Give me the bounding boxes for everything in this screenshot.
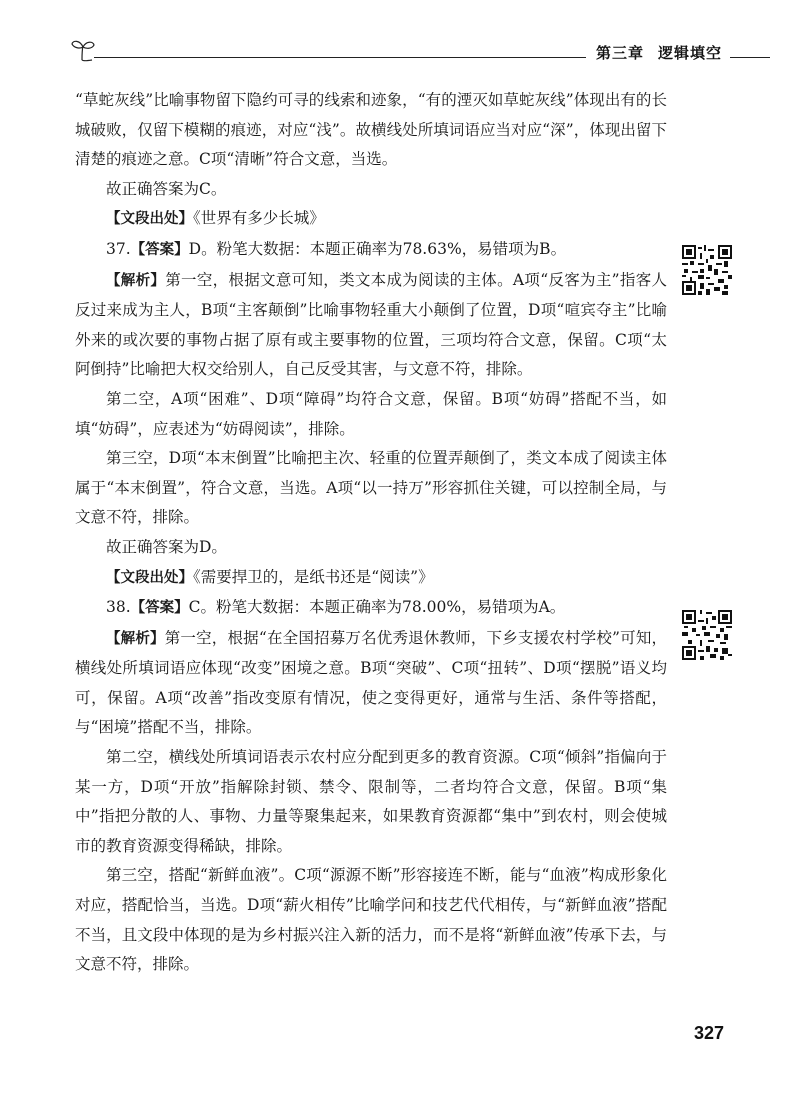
paragraph: 38.【答案】C。粉笔大数据：本题正确率为78.00%，易错项为A。 xyxy=(106,598,566,617)
paragraph: 故正确答案为C。 xyxy=(106,179,227,198)
chapter-number: 第三章 xyxy=(595,44,644,62)
qr-code-icon[interactable] xyxy=(682,245,732,295)
page-header xyxy=(70,32,770,72)
paragraph: 【文段出处】《世界有多少长城》 xyxy=(106,209,325,228)
paragraph: 故正确答案为D。 xyxy=(106,537,227,556)
question-number: 38. xyxy=(106,598,131,617)
explanation-body xyxy=(75,86,667,980)
chapter-title xyxy=(586,42,730,63)
paragraph: 第三空，搭配“新鲜血液”。C项“源源不断”形容接连不断，能与“血液”构成形象化对应，搭配恰当，当选。D项“薪火相传”比喻学问和技艺代代相传，与“新鲜血液”搭配不当，且文段中体现的是为乡村振兴注入新的活力，而不是将“新鲜血液”传承下去，与文意不符，排除。 xyxy=(75,866,667,974)
paragraph: 【文段出处】《需要捍卫的，是纸书还是“阅读”》 xyxy=(106,567,434,586)
page-number: 327 xyxy=(693,1023,724,1043)
analysis-tag: 【解析】 xyxy=(106,272,166,289)
answer-tag: 【答案】 xyxy=(130,600,189,617)
sprout-icon xyxy=(70,38,96,62)
section-name: 逻辑填空 xyxy=(657,44,722,62)
paragraph: 【解析】第一空，根据“在全国招募万名优秀退休教师，下乡支援农村学校”可知，横线处所填词语应体现“改变”困境之意。B项“突破”、C项“扭转”、D项“摆脱”语义均可，保留。A项“改善”指改变原有情况，使之变得更好，通常与生活、条件等搭配，与“困境”搭配不当，排除。 xyxy=(75,628,668,737)
source-tag: 【文段出处】 xyxy=(106,211,193,228)
qr-code-icon[interactable] xyxy=(682,610,732,660)
answer-tag: 【答案】 xyxy=(130,241,189,258)
analysis-tag: 【解析】 xyxy=(106,630,165,647)
paragraph: 【解析】第一空，根据文意可知，类文本成为阅读的主体。A项“反客为主”指客人反过来成为主人，B项“主客颠倒”比喻事物轻重大小颠倒了位置，D项“喧宾夺主”比喻外来的或次要的事物占据了原有或主要事物的位置，三项均符合文意，保留。C项“太阿倒持”比喻把大权交给别人，自己反受其害，与文意不符，排除。 xyxy=(75,270,667,379)
paragraph: 第二空，A项“困难”、D项“障碍”均符合文意，保留。B项“妨碍”搭配不当，如填“妨碍”，应表述为“妨碍阅读”，排除。 xyxy=(75,389,667,438)
source-tag: 【文段出处】 xyxy=(106,569,193,586)
paragraph: “草蛇灰线”比喻事物留下隐约可寻的线索和迹象，“有的湮灭如草蛇灰线”体现出有的长城破败，仅留下模糊的痕迹，对应“浅”。故横线处所填词语应当对应“深”，体现出留下清楚的痕迹之意。C项“清晰”符合文意，当选。 xyxy=(75,91,667,169)
paragraph: 37.【答案】D。粉笔大数据：本题正确率为78.63%，易错项为B。 xyxy=(106,239,567,258)
question-number: 37. xyxy=(106,239,131,258)
paragraph: 第三空，D项“本末倒置”比喻把主次、轻重的位置弄颠倒了，类文本成了阅读主体属于“本末倒置”，符合文意，当选。A项“以一持万”形容抓住关键，可以控制全局，与文意不符，排除。 xyxy=(75,449,667,527)
paragraph: 第二空，横线处所填词语表示农村应分配到更多的教育资源。C项“倾斜”指偏向于某一方，D项“开放”指解除封锁、禁令、限制等，二者均符合文意，保留。B项“集中”指把分散的人、事物、力量等聚集起来，如果教育资源都“集中”到农村，则会使城市的教育资源变得稀缺，排除。 xyxy=(75,748,667,855)
